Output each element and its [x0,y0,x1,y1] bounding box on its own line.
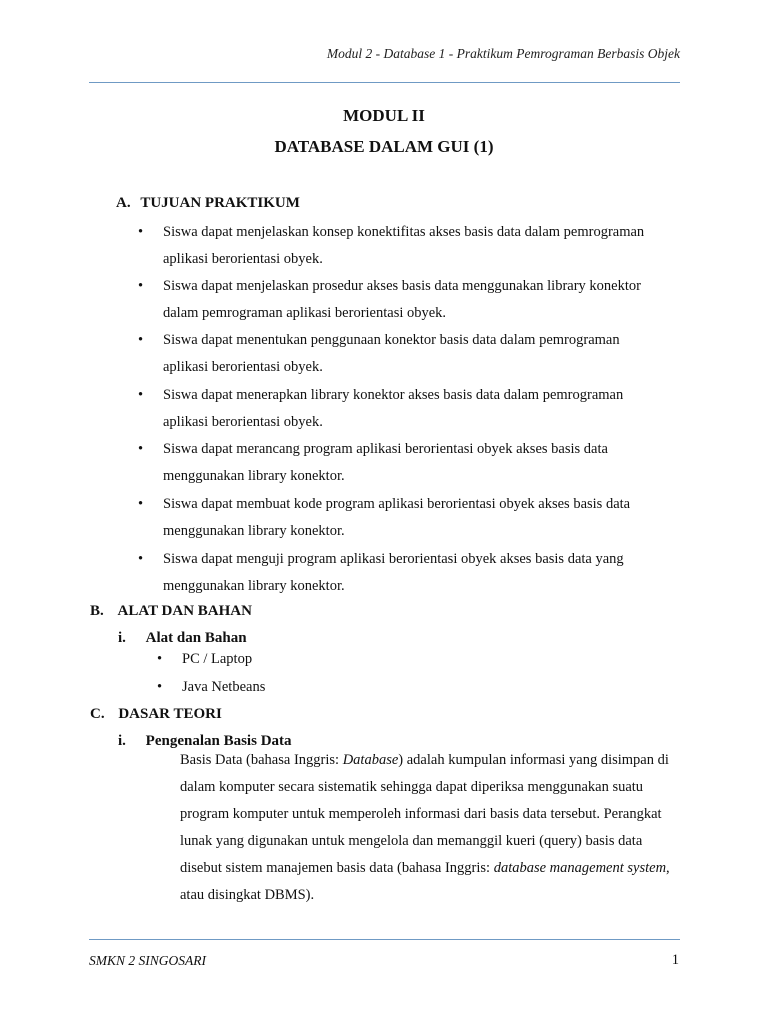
section-a-title: TUJUAN PRAKTIKUM [140,195,300,211]
list-item-line2: menggunakan library konektor. [163,578,345,594]
theory-paragraph [144,747,684,909]
list-item-line1: Siswa dapat menerapkan library konektor akses basis data dalam pemrograman [163,387,624,403]
list-item-line2: aplikasi berorientasi obyek. [163,359,323,375]
list-item-line2: aplikasi berorientasi obyek. [163,251,323,267]
list-item-line2: menggunakan library konektor. [163,523,345,539]
list-item-line1: Siswa dapat menentukan penggunaan konektor basis data dalam pemrograman [163,332,620,348]
list-item [138,219,678,273]
bullet-icon: • [138,551,144,567]
bullet-icon: • [138,278,144,294]
bullet-icon: • [138,387,144,403]
list-item-line2: menggunakan library konektor. [163,468,345,484]
list-item-line2: dalam pemrograman aplikasi berorientasi obyek. [163,305,447,321]
list-item [157,674,457,701]
section-b-heading [90,603,252,620]
paragraph-text-2: ) adalah kumpulan informasi yang disimpan di dalam komputer secara sistematik sehingga dapat diperiksa menggunakan suatu program komputer untuk memperoleh informasi dari basis data tersebut. Perangkat lunak yang digunakan untuk mengelola dan memanggil kueri (query) basis data disebut sistem manajemen basis data (bahasa Inggris: [180,752,669,876]
bullet-icon: • [138,441,144,457]
list-item [138,273,678,327]
list-item-line2: aplikasi berorientasi obyek. [163,414,323,430]
section-b-marker: B. [90,603,104,619]
page-number: 1 [671,952,679,968]
section-c-sub-marker: i. [118,733,126,749]
list-item [138,382,678,436]
list-item-line1: Siswa dapat menjelaskan konsep konektifitas akses basis data dalam pemrograman [163,224,645,240]
section-b-sub-marker: i. [118,630,126,646]
list-item-line1: Siswa dapat menjelaskan prosedur akses basis data menggunakan library konektor [163,278,641,294]
list-item [138,546,678,600]
list-item [138,327,678,381]
module-subtitle: DATABASE DALAM GUI (1) [274,137,494,156]
list-item-line1: Siswa dapat membuat kode program aplikasi berorientasi obyek akses basis data [163,496,631,512]
section-c-heading [90,706,222,723]
list-item [138,436,678,490]
section-c-title: DASAR TEORI [118,706,222,722]
paragraph-text-3: , atau disingkat DBMS). [180,860,670,903]
footer-school: SMKN 2 SINGOSARI [89,953,206,968]
module-title: MODUL II [343,106,425,125]
running-header: Modul 2 - Database 1 - Praktikum Pemrograman Berbasis Objek [326,46,680,61]
list-item-text: PC / Laptop [182,651,253,667]
section-c-sub-title: Pengenalan Basis Data [145,733,292,749]
bullet-icon: • [157,679,163,695]
list-item [157,646,457,673]
header-rule [89,82,680,83]
section-c-marker: C. [90,706,105,722]
section-a-marker: A. [116,195,131,211]
section-b-title: ALAT DAN BAHAN [117,603,252,619]
bullet-icon: • [138,224,144,240]
bullet-icon: • [138,496,144,512]
footer-rule [89,939,680,940]
bullet-icon: • [138,332,144,348]
paragraph-text-1: Basis Data (bahasa Inggris: [180,752,343,768]
list-item-line1: Siswa dapat merancang program aplikasi berorientasi obyek akses basis data [163,441,608,457]
section-b-subheading [118,630,247,647]
list-item-text: Java Netbeans [182,679,266,695]
section-b-sub-title: Alat dan Bahan [145,630,247,646]
list-item [138,491,678,545]
section-a-heading [116,195,300,212]
list-item-line1: Siswa dapat menguji program aplikasi berorientasi obyek akses basis data yang [163,551,624,567]
paragraph-italic-dbms: database management system [493,860,667,876]
paragraph-italic-database: Database [342,752,399,768]
bullet-icon: • [157,651,163,667]
